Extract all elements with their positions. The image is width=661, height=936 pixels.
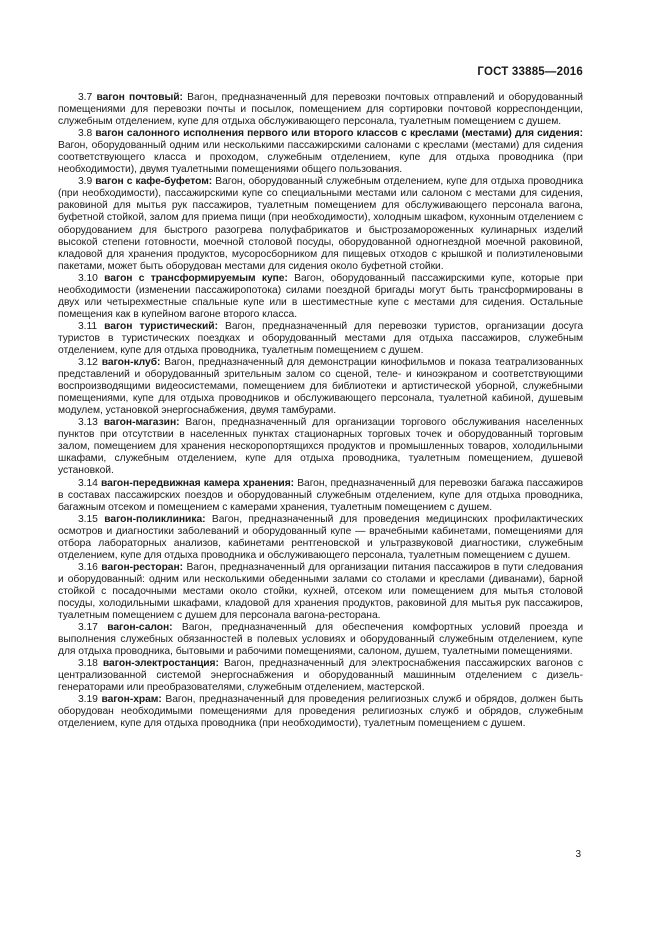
definition-text: Вагон, предназначенный для электроснабжения пассажирских вагонов с централизованной системой энергоснабжения и оборудованный машинным отделением с дизель-генераторами или преобразователями, служебным отделением, мастерской. [58, 658, 584, 694]
clause-number: 3.12 [78, 357, 98, 369]
term: вагон-электростанция: [102, 658, 219, 670]
clause-number: 3.7 [78, 92, 93, 103]
term: вагон-поликлиника: [104, 513, 206, 525]
clause-number: 3.8 [78, 128, 93, 140]
definition-3-17 [58, 622, 583, 658]
term: вагон салонного исполнения первого или второго классов с креслами (местами) для сидения: [95, 128, 584, 140]
definition-3-10 [58, 273, 583, 321]
clause-number: 3.19 [78, 694, 98, 706]
definition-3-13 [58, 417, 583, 477]
page-number: 3 [575, 849, 581, 860]
clause-number: 3.10 [78, 272, 98, 284]
term: вагон-салон: [107, 622, 173, 634]
term: вагон туристический: [104, 320, 218, 332]
definition-3-18 [58, 658, 583, 694]
clause-number: 3.9 [78, 176, 93, 188]
clause-number: 3.18 [78, 658, 98, 670]
clause-number: 3.15 [78, 513, 98, 525]
definition-text: Вагон, оборудованный служебным отделением, купе для отдыха проводника (при необходимости), пассажирскими купе со специальными местами или салоном с местами для сидения, раковиной для мытья рук пассажиров, туалетным помещением для обслуживающего персонала вагона, буфетной стойкой, залом для приема пищи (при необходимости), холодным шкафом, кухонным отделением с оборудованием для быстрого разогрева полуфабрикатов и быстрозамороженных кулинарных изделий высокой степени готовности, моечной столовой посуды, оборудованной одногнездной моечной раковиной, кладовой для хранения продуктов, мусоросборником для пищевых отходов с крышкой и полиэтиленовыми пакетами, может быть оборудован местами для сидения около буфетной стойки. [58, 176, 584, 272]
definition-text: Вагон, оборудованный пассажирскими купе, которые при необходимости (изменении пассажиропотока) силами поездной бригады могут быть трансформированы в двух или четырехместные спальные купе или в шестиместные купе с местами для сидения. Остальные помещения как в купейном вагоне второго класса. [58, 272, 584, 320]
clause-number: 3.17 [78, 622, 98, 634]
definitions-list [58, 92, 583, 730]
definition-text: Вагон, предназначенный для организации торгового обслуживания населенных пунктов при отсутствии в населенных пунктах стационарных торговых точек и оборудованный торговым залом, помещением для хранения нескоропортящихся продуктов и промышленных товаров, холодильными шкафами, служебным отделением, купе для отдыха проводника, туалетным помещением, душевой установкой. [58, 417, 584, 477]
clause-number: 3.13 [78, 417, 98, 429]
term: вагон-магазин: [103, 417, 180, 429]
clause-number: 3.11 [78, 320, 98, 332]
definition-3-9 [58, 176, 583, 272]
definition-text: Вагон, предназначенный для проведения религиозных служб и обрядов, должен быть оборудован необходимыми помещениями для проведения религиозных служб и обрядов, служебным отделением, купе для отдыха проводника (при необходимости), туалетным помещением с душем. [58, 694, 584, 730]
definition-3-14 [58, 478, 583, 514]
definition-text: Вагон, оборудованный одним или несколькими пассажирскими салонами с креслами (местами) для сидения соответствующего класса и проходом, служебным отделением, купе для отдыха проводника (при необходимости), двумя туалетными помещениями общего пользования. [58, 140, 583, 176]
definition-text: Вагон, предназначенный для перевозки багажа пассажиров в составах пассажирских поездов и оборудованный служебным отделением, купе для отдыха проводника, багажным отсеком и помещением с камерами хранения, туалетным помещением с душем. [58, 477, 583, 513]
definition-text: Вагон, предназначенный для проведения медицинских профилактических осмотров и диагностики заболеваний и оборудованный купе — врачебными кабинетами, помещениями для отбора лабораторных анализов, кабинетами рентгеновской и ультразвуковой диагностики, служебным отделением, купе для отдыха проводника и обслуживающего персонала, туалетным помещением с душем. [58, 513, 584, 561]
definition-text: Вагон, предназначенный для демонстрации кинофильмов и показа театрализованных представлений и оборудованный зрительным залом со сценой, теле- и киноэкраном и соответствующими воспроизводящими видеосистемами, помещением для библиотеки и артистической уборной, служебными помещениями, купе для отдыха проводников и обслуживающего персонала, туалетной кабиной, душевым модулем, установкой энергоснабжения, двумя тамбурами. [58, 357, 584, 417]
definition-3-16 [58, 562, 583, 622]
definition-3-15 [58, 514, 583, 562]
clause-number: 3.14 [78, 477, 98, 489]
definition-3-8 [58, 128, 583, 176]
term: вагон с трансформируемым купе: [104, 272, 288, 284]
definition-3-19 [58, 694, 583, 730]
term: вагон почтовый: [96, 92, 183, 103]
term: вагон-храм: [101, 694, 162, 706]
definition-3-12 [58, 357, 583, 417]
clause-number: 3.16 [78, 561, 98, 573]
term: вагон с кафе-буфетом: [95, 176, 213, 188]
term: вагон-клуб: [101, 357, 161, 369]
definition-3-7 [58, 92, 583, 128]
term: вагон-ресторан: [101, 561, 184, 573]
term: вагон-передвижная камера хранения: [101, 477, 295, 489]
definition-text: Вагон, предназначенный для обеспечения комфортных условий проезда и выполнения служебных обязанностей в полевых условиях и оборудованный служебным отделением, купе для отдыха проводника, бытовыми и рабочими помещениями, салоном, душем, туалетными помещениями. [58, 622, 584, 658]
definition-text: Вагон, предназначенный для перевозки почтовых отправлений и оборудованный помещениями для перевозки почты и посылок, помещением для сортировки почтовой корреспонденции, служебным отделением, купе для отдыха обслуживающего персонала, туалетным помещением с душем. [58, 92, 584, 128]
definition-text: Вагон, предназначенный для перевозки туристов, организации досуга туристов в туристических поездках и оборудованный местами для отдыха пассажиров, служебным отделением, купе для отдыха проводника, туалетным помещением с душем. [58, 320, 584, 356]
definition-text: Вагон, предназначенный для организации питания пассажиров в пути следования и оборудованный: одним или несколькими обеденными залами со столами и креслами (диванами), барной стойкой с посадочными местами около стойки, кухней, отсеком или помещением для мытья столовой посуды, холодильными шкафами, кладовой для хранения продуктов, раковиной для мытья рук пассажиров, туалетным помещением с душем для персонала вагона-ресторана. [58, 561, 584, 622]
document-code-header: ГОСТ 33885—2016 [477, 66, 583, 78]
definition-3-11 [58, 321, 583, 357]
